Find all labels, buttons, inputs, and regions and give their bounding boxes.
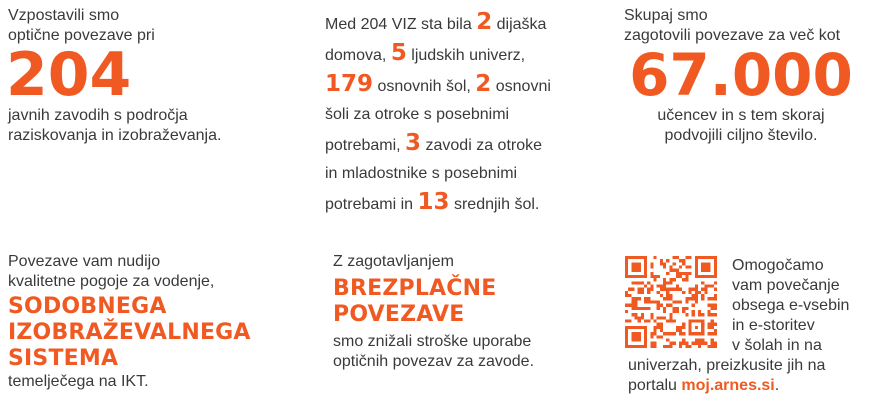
stat-students-intro-2: zagotovili povezave za več kot bbox=[624, 27, 841, 44]
breakdown-line-1: Med 204 VIZ sta bila 2 dijaška bbox=[325, 9, 547, 35]
portal-line-2: vam povečanje bbox=[732, 277, 840, 294]
modern-system-heading-3: SISTEMA bbox=[8, 346, 119, 371]
stat-institutions-number: 204 bbox=[6, 40, 132, 110]
portal-link[interactable]: moj.arnes.si bbox=[681, 377, 775, 394]
stat-students-outro-1: učencev in s tem skoraj bbox=[657, 107, 825, 124]
stat-institutions-outro-2: raziskovanja in izobraževanja. bbox=[8, 127, 222, 144]
count-secondary-schools: 13 bbox=[417, 189, 450, 215]
portal-line-4: in e-storitev bbox=[732, 317, 815, 334]
portal-line-1: Omogočamo bbox=[732, 257, 824, 274]
modern-system-intro-1: Povezave vam nudijo bbox=[8, 253, 161, 270]
portal-line-5: v šolah in na bbox=[732, 337, 822, 354]
stat-students-number: 67.000 bbox=[629, 41, 853, 109]
modern-system-intro-2: kvalitetne pogoje za vodenje, bbox=[8, 273, 215, 290]
breakdown-line-6: in mladostnike s posebnimi bbox=[325, 165, 518, 182]
stat-students-intro-1: Skupaj smo bbox=[624, 7, 708, 24]
modern-system-heading-2: IZOBRAŽEVALNEGA bbox=[8, 320, 251, 345]
breakdown-line-4: šoli za otroke s posebnimi bbox=[325, 106, 510, 123]
stat-institutions-outro-1: javnih zavodih s področja bbox=[8, 107, 188, 124]
portal-line-6: univerzah, preizkusite jih na bbox=[628, 357, 826, 374]
portal-line-3: obsega e-vsebin bbox=[732, 297, 850, 314]
stat-institutions-intro-1: Vzpostavili smo bbox=[8, 7, 120, 24]
count-special-institutes: 3 bbox=[405, 130, 422, 156]
breakdown-line-2: domova, 5 ljudskih univerz, bbox=[325, 40, 526, 66]
breakdown-line-3: 179 osnovnih šol, 2 osnovni bbox=[325, 71, 551, 97]
free-connection-heading-2: POVEZAVE bbox=[333, 302, 465, 327]
breakdown-line-5: potrebami, 3 zavodi za otroke bbox=[325, 130, 543, 156]
stat-students bbox=[612, 6, 870, 146]
institution-breakdown bbox=[325, 8, 595, 219]
portal-bottom bbox=[628, 356, 873, 396]
modern-system-heading-1: SODOBNEGA bbox=[8, 294, 167, 319]
free-connection-block bbox=[333, 252, 593, 372]
breakdown-line-7: potrebami in 13 srednjih šol. bbox=[325, 189, 540, 215]
free-connection-outro-1: smo znižali stroške uporabe bbox=[333, 333, 532, 350]
stat-institutions-intro-2: optične povezave pri bbox=[8, 27, 155, 44]
count-special-schools: 2 bbox=[475, 71, 492, 97]
count-dormitories: 2 bbox=[476, 9, 493, 35]
stat-institutions bbox=[8, 6, 268, 146]
free-connection-heading-1: BREZPLAČNE bbox=[333, 276, 497, 301]
modern-system-outro: temelječega na IKT. bbox=[8, 373, 149, 390]
stat-students-outro-2: podvojili ciljno število. bbox=[664, 127, 818, 144]
free-connection-intro: Z zagotavljanjem bbox=[333, 253, 454, 270]
free-connection-outro-2: optičnih povezav za zavode. bbox=[333, 353, 535, 370]
portal-line-7: portalu moj.arnes.si. bbox=[628, 377, 780, 394]
modern-system-block bbox=[8, 252, 298, 392]
count-primary-schools: 179 bbox=[325, 71, 374, 97]
portal-block bbox=[732, 256, 872, 356]
qr-code-icon[interactable] bbox=[625, 256, 717, 348]
count-universities: 5 bbox=[390, 40, 407, 66]
